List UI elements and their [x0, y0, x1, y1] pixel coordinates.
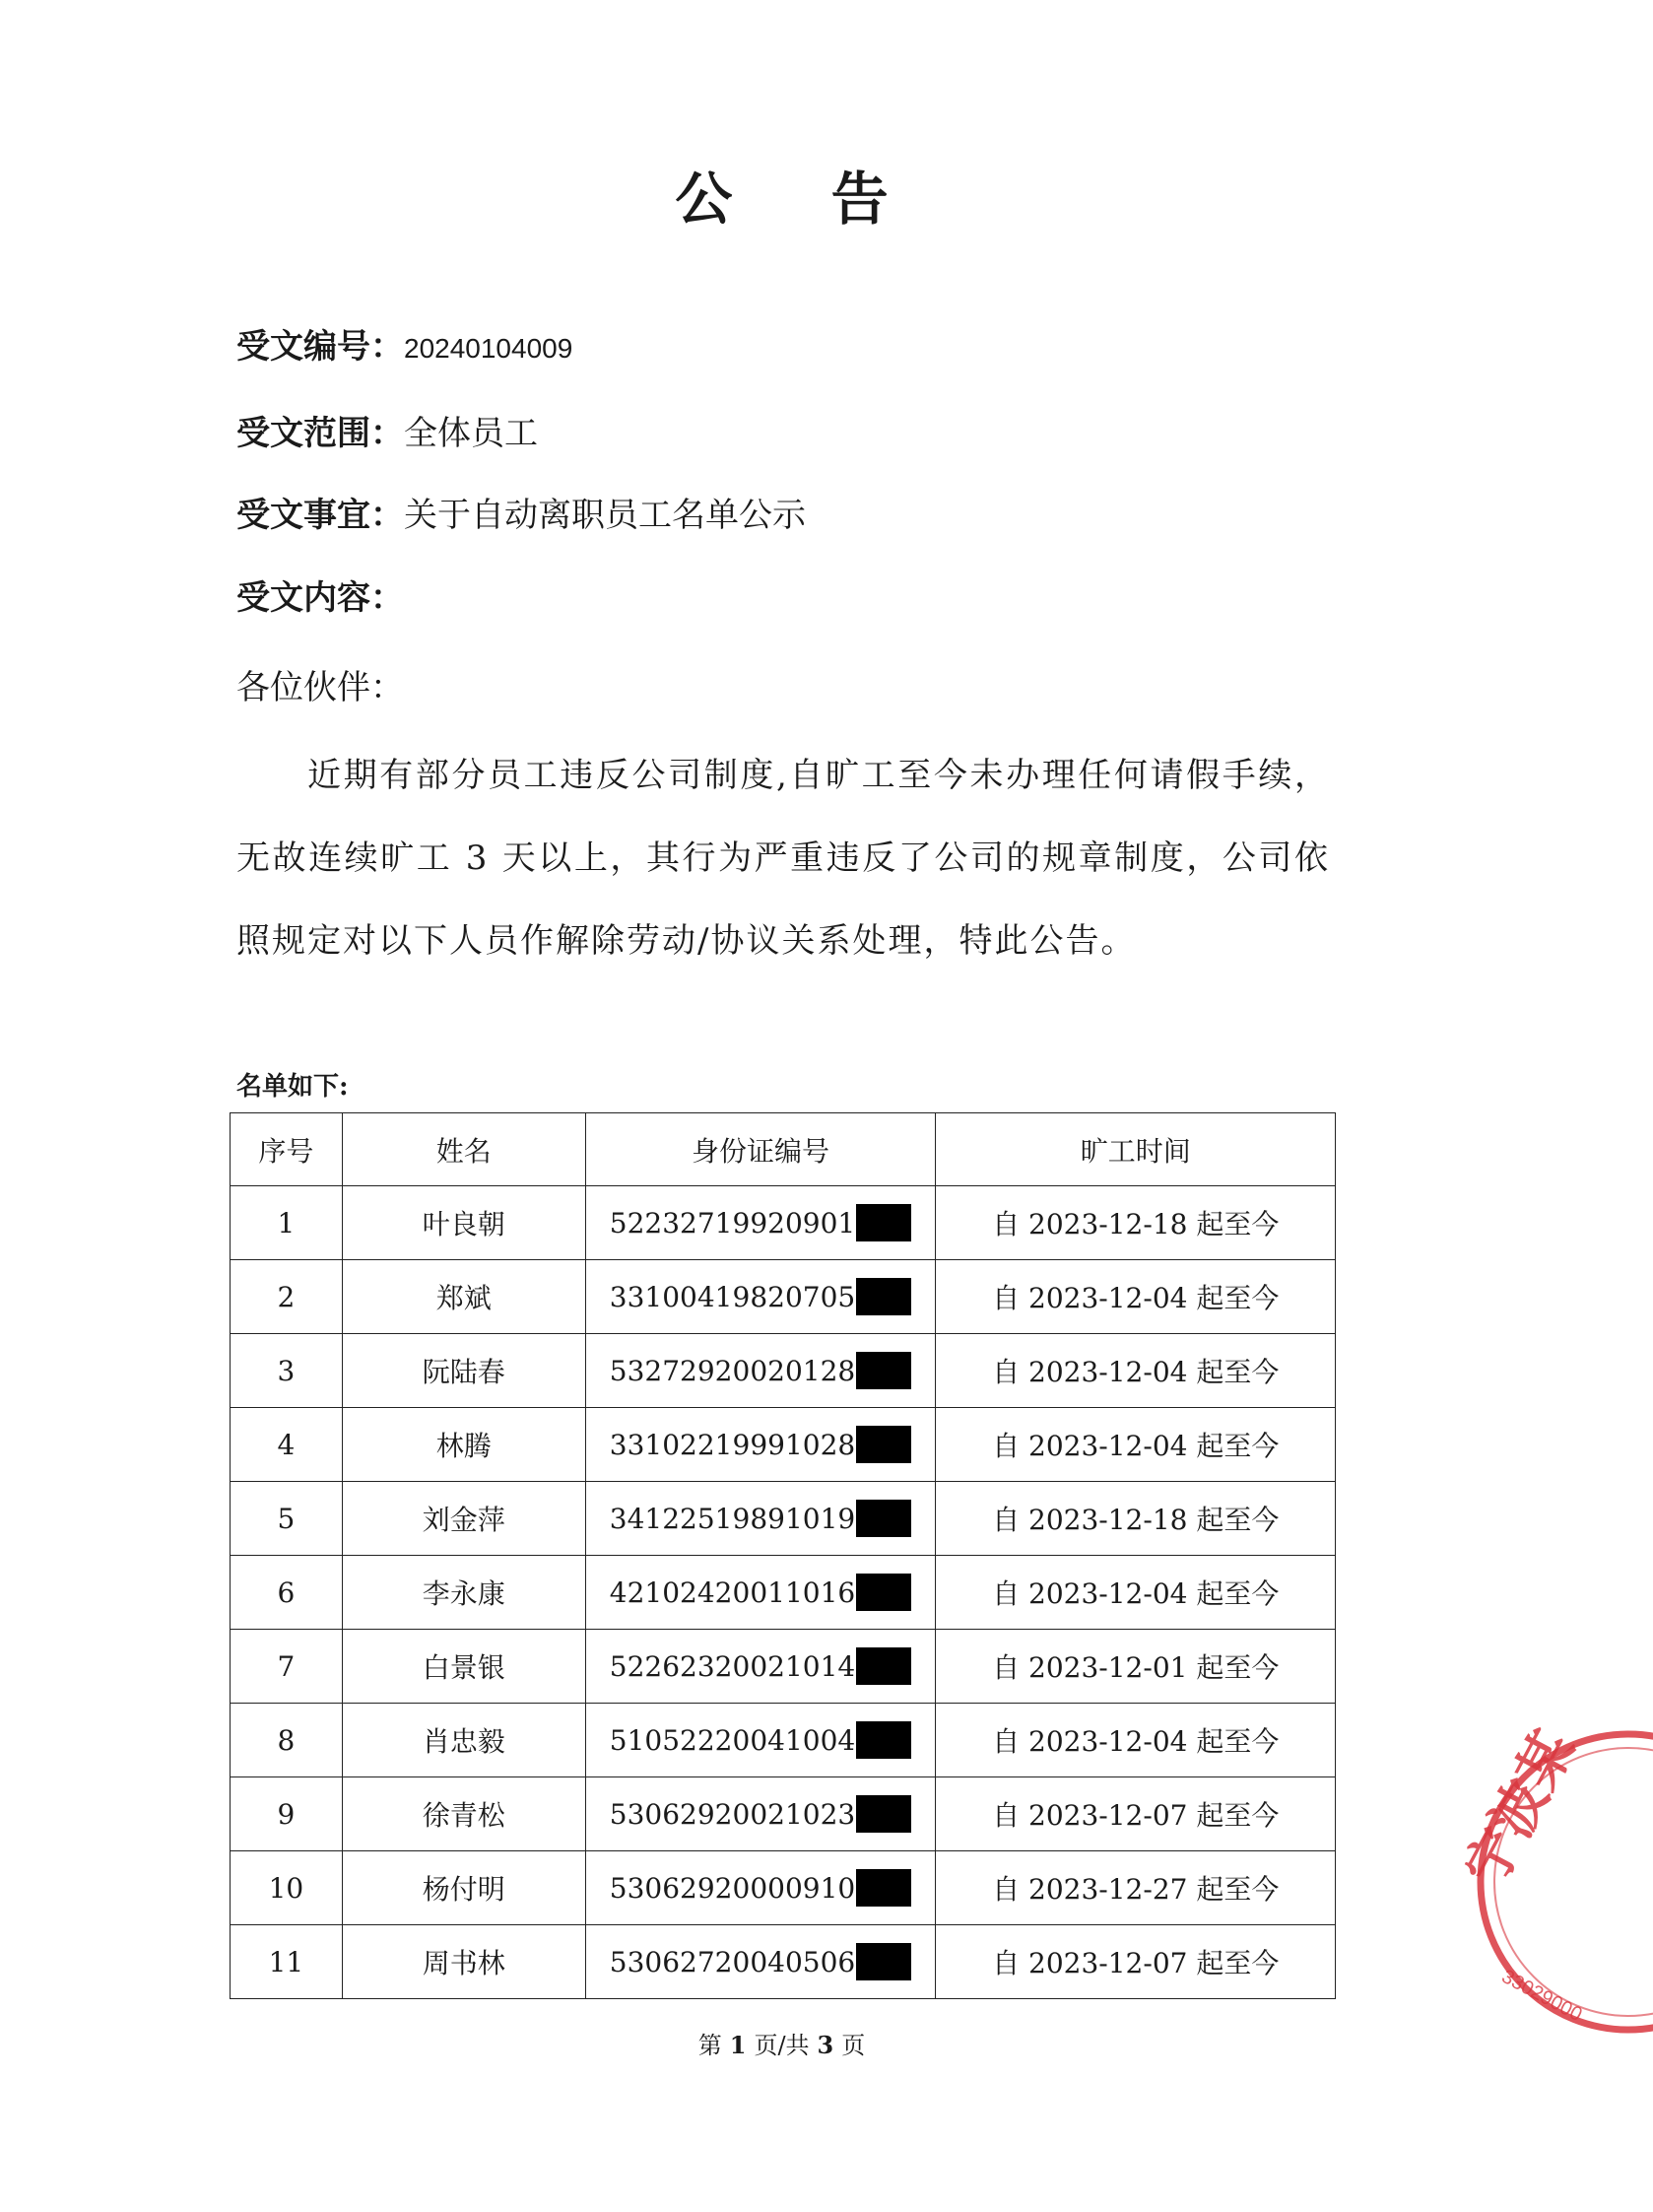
row-time: 自 2023-12-18 起至今: [936, 1186, 1336, 1260]
table-row: [231, 1186, 1336, 1260]
list-title: 名单如下:: [236, 1072, 349, 1102]
id-number: 51052220041004: [609, 1723, 856, 1757]
row-time: 自 2023-12-27 起至今: [936, 1851, 1336, 1925]
row-seq: 7: [231, 1630, 343, 1704]
doc-number-label: 受文编号：: [236, 327, 404, 367]
scope-label: 受文范围：: [236, 414, 404, 453]
id-number-wrap: [610, 1574, 911, 1611]
row-id: [585, 1630, 936, 1704]
header-seq: 序号: [231, 1113, 343, 1186]
id-number-wrap: [610, 1721, 911, 1759]
id-number: 53062920000910: [609, 1871, 856, 1905]
content-label: 受文内容：: [236, 578, 404, 618]
id-number: 53062920021023: [609, 1797, 856, 1831]
redaction-block: [856, 1204, 911, 1241]
row-id: [585, 1851, 936, 1925]
row-seq: 3: [231, 1334, 343, 1408]
employee-table: [230, 1112, 1336, 1999]
row-id: [585, 1777, 936, 1851]
id-number-wrap: [610, 1869, 911, 1907]
table-row: [231, 1851, 1336, 1925]
doc-number-field: [236, 327, 572, 369]
redaction-block: [856, 1426, 911, 1463]
row-name: 肖忠毅: [342, 1704, 585, 1777]
id-number-wrap: [610, 1352, 911, 1389]
row-name: 周书林: [342, 1925, 585, 1999]
table-row: [231, 1334, 1336, 1408]
subject-field: [236, 496, 806, 535]
footer-prefix: 第: [697, 2032, 722, 2059]
redaction-block: [856, 1500, 911, 1537]
id-number: 33100419820705: [609, 1280, 856, 1313]
header-id: 身份证编号: [585, 1113, 936, 1186]
id-number: 53272920020128: [609, 1354, 856, 1387]
id-number-wrap: [610, 1426, 911, 1463]
id-number: 42102420011016: [609, 1575, 856, 1609]
row-name: 徐青松: [342, 1777, 585, 1851]
redaction-block: [856, 1352, 911, 1389]
row-time: 自 2023-12-18 起至今: [936, 1482, 1336, 1556]
seal-text: 宁波某: [1452, 1719, 1588, 1898]
row-time: 自 2023-12-07 起至今: [936, 1777, 1336, 1851]
row-name: 刘金萍: [342, 1482, 585, 1556]
row-name: 林腾: [342, 1408, 585, 1482]
row-id: [585, 1334, 936, 1408]
footer-total: 3: [817, 2031, 834, 2059]
subject-value: 关于自动离职员工名单公示: [404, 496, 806, 535]
row-id: [585, 1260, 936, 1334]
row-seq: 1: [231, 1186, 343, 1260]
row-name: 叶良朝: [342, 1186, 585, 1260]
table-row: [231, 1777, 1336, 1851]
id-number-wrap: [610, 1278, 911, 1315]
id-number-wrap: [610, 1500, 911, 1537]
row-name: 郑斌: [342, 1260, 585, 1334]
row-seq: 5: [231, 1482, 343, 1556]
row-time: 自 2023-12-01 起至今: [936, 1630, 1336, 1704]
id-number-wrap: [610, 1204, 911, 1241]
row-seq: 8: [231, 1704, 343, 1777]
subject-label: 受文事宜：: [236, 496, 404, 535]
row-name: 李永康: [342, 1556, 585, 1630]
greeting: 各位伙伴：: [236, 668, 404, 707]
row-time: 自 2023-12-07 起至今: [936, 1925, 1336, 1999]
row-id: [585, 1704, 936, 1777]
table-row: [231, 1482, 1336, 1556]
table-body: [231, 1186, 1336, 1999]
row-seq: 10: [231, 1851, 343, 1925]
row-seq: 6: [231, 1556, 343, 1630]
row-id: [585, 1186, 936, 1260]
row-id: [585, 1925, 936, 1999]
row-time: 自 2023-12-04 起至今: [936, 1704, 1336, 1777]
row-seq: 2: [231, 1260, 343, 1334]
id-number-wrap: [610, 1795, 911, 1833]
table-header-row: [231, 1113, 1336, 1186]
seal-code: 33029000: [1497, 1965, 1586, 2027]
footer-middle: 页/共: [754, 2032, 810, 2059]
scope-field: [236, 414, 538, 453]
scope-value: 全体员工: [404, 414, 538, 453]
row-seq: 4: [231, 1408, 343, 1482]
company-seal: [1452, 1719, 1653, 2035]
header-name: 姓名: [342, 1113, 585, 1186]
row-time: 自 2023-12-04 起至今: [936, 1334, 1336, 1408]
row-id: [585, 1556, 936, 1630]
id-number-wrap: [610, 1647, 911, 1685]
table-row: [231, 1925, 1336, 1999]
redaction-block: [856, 1943, 911, 1980]
row-time: 自 2023-12-04 起至今: [936, 1556, 1336, 1630]
body-paragraph: 近期有部分员工违反公司制度,自旷工至今未办理任何请假手续，无故连续旷工 3 天以上，其行为严重违反了公司的规章制度，公司依照规定对以下人员作解除劳动/协议关系处理，特此公告。: [236, 756, 1330, 961]
row-name: 白景银: [342, 1630, 585, 1704]
id-number: 33102219991028: [609, 1428, 856, 1461]
page-footer: [0, 2026, 1563, 2060]
row-name: 杨付明: [342, 1851, 585, 1925]
id-number: 53062720040506: [609, 1945, 856, 1978]
footer-page: 1: [729, 2031, 747, 2059]
table-row: [231, 1704, 1336, 1777]
row-name: 阮陆春: [342, 1334, 585, 1408]
row-id: [585, 1408, 936, 1482]
redaction-block: [856, 1278, 911, 1315]
row-seq: 11: [231, 1925, 343, 1999]
doc-number-value: 20240104009: [404, 333, 573, 364]
id-number: 34122519891019: [609, 1502, 856, 1535]
row-seq: 9: [231, 1777, 343, 1851]
row-id: [585, 1482, 936, 1556]
table-row: [231, 1260, 1336, 1334]
row-time: 自 2023-12-04 起至今: [936, 1408, 1336, 1482]
redaction-block: [856, 1574, 911, 1611]
id-number: 52232719920901: [609, 1206, 856, 1240]
table-row: [231, 1408, 1336, 1482]
id-number: 52262320021014: [609, 1649, 856, 1683]
redaction-block: [856, 1869, 911, 1907]
id-number-wrap: [610, 1943, 911, 1980]
header-time: 旷工时间: [936, 1113, 1336, 1186]
table-row: [231, 1630, 1336, 1704]
content-field: [236, 578, 404, 618]
table-row: [231, 1556, 1336, 1630]
page-title: 公 告: [675, 166, 928, 233]
redaction-block: [856, 1795, 911, 1833]
footer-suffix: 页: [841, 2032, 866, 2059]
row-time: 自 2023-12-04 起至今: [936, 1260, 1336, 1334]
redaction-block: [856, 1721, 911, 1759]
redaction-block: [856, 1647, 911, 1685]
